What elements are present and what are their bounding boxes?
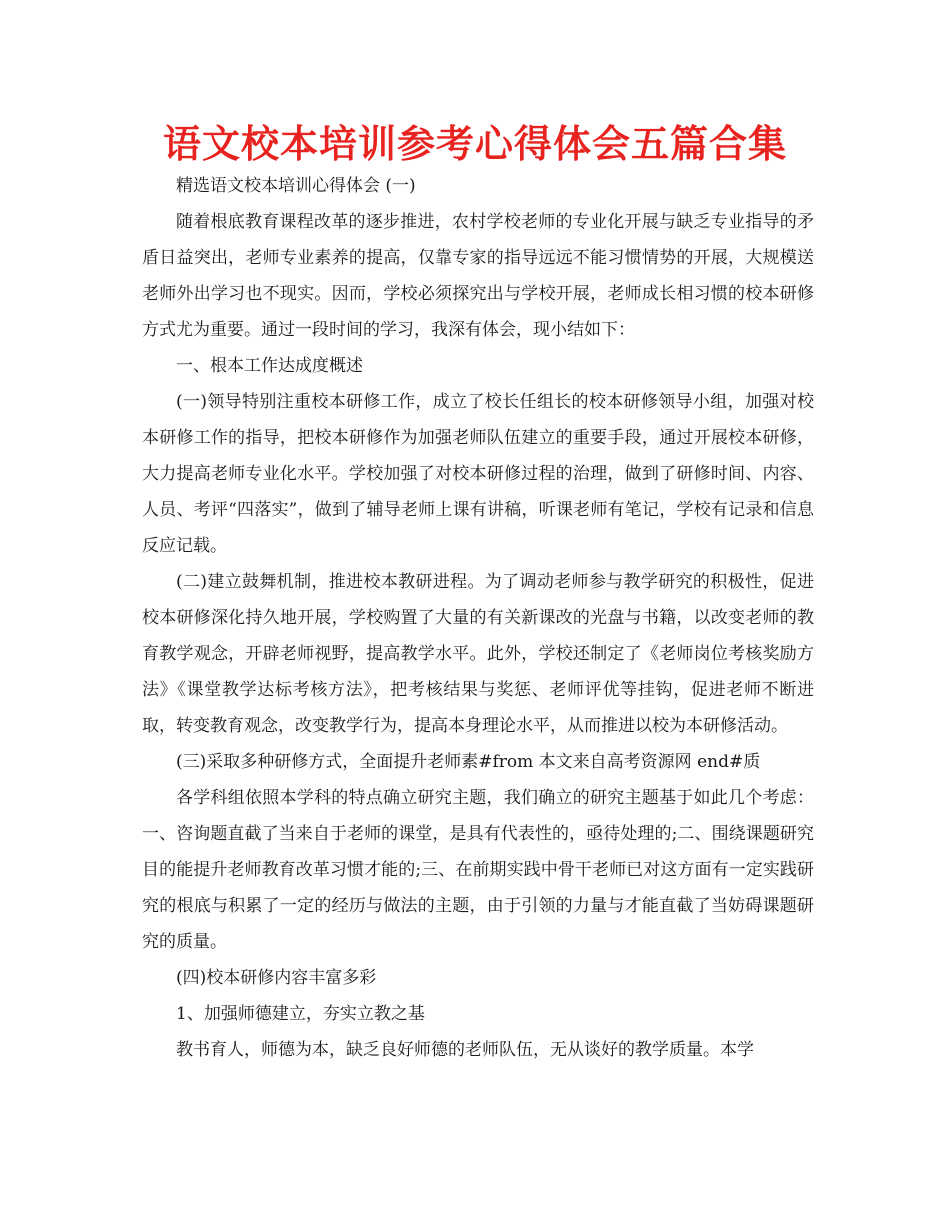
body-paragraph: 随着根底教育课程改革的逐步推进，农村学校老师的专业化开展与缺乏专业指导的矛盾日益突出，老师专业素养的提高，仅靠专家的指导远远不能习惯情势的开展，大规模送老师外出学习也不现实。因而，学校必须探究出与学校开展，老师成长相习惯的校本研修方式尤为重要。通过一段时间的学习，我深有体会，现小结如下： <box>142 212 814 340</box>
body-paragraph: 各学科组依照本学科的特点确立研究主题，我们确立的研究主题基于如此几个考虑：一、咨询题直截了当来自于老师的课堂，是具有代表性的，亟待处理的;二、围绕课题研究目的能提升老师教育改革习惯才能的;三、在前期实践中骨干老师已对这方面有一定实践研究的根底与积累了一定的经历与做法的主题，由于引领的力量与才能直截了当妨碍课题研究的质量。 <box>142 788 814 952</box>
section-heading: (四)校本研修内容丰富多彩 <box>176 968 377 988</box>
section-heading: (三)采取多种研修方式，全面提升老师素#from 本文来自高考资源网 end#质 <box>176 752 761 772</box>
body-paragraph: (一)领导特别注重校本研修工作，成立了校长任组长的校本研修领导小组，加强对校本研修工作的指导，把校本研修作为加强老师队伍建立的重要手段，通过开展校本研修，大力提高老师专业化水平。学校加强了对校本研修过程的治理，做到了研修时间、内容、人员、考评“四落实”，做到了辅导老师上课有讲稿，听课老师有笔记，学校有记录和信息反应记载。 <box>142 392 814 556</box>
body-paragraph: (二)建立鼓舞机制，推进校本教研进程。为了调动老师参与教学研究的积极性，促进校本研修深化持久地开展，学校购置了大量的有关新课改的光盘与书籍，以改变老师的教育教学观念，开辟老师视野，提高教学水平。此外，学校还制定了《老师岗位考核奖励方法》《课堂教学达标考核方法》，把考核结果与奖惩、老师评优等挂钩，促进老师不断进取，转变教育观念，改变教学行为，提高本身理论水平，从而推进以校为本研修活动。 <box>142 572 814 736</box>
section-heading: 1、加强师德建立，夯实立教之基 <box>176 1004 425 1024</box>
document-body <box>142 168 814 1068</box>
section-heading: 一、根本工作达成度概述 <box>176 356 363 376</box>
body-paragraph: 教书育人，师德为本，缺乏良好师德的老师队伍，无从谈好的教学质量。本学 <box>176 1040 754 1060</box>
section-heading: 精选语文校本培训心得体会 (一) <box>176 176 416 196</box>
document-title: 语文校本培训参考心得体会五篇合集 <box>162 121 787 166</box>
